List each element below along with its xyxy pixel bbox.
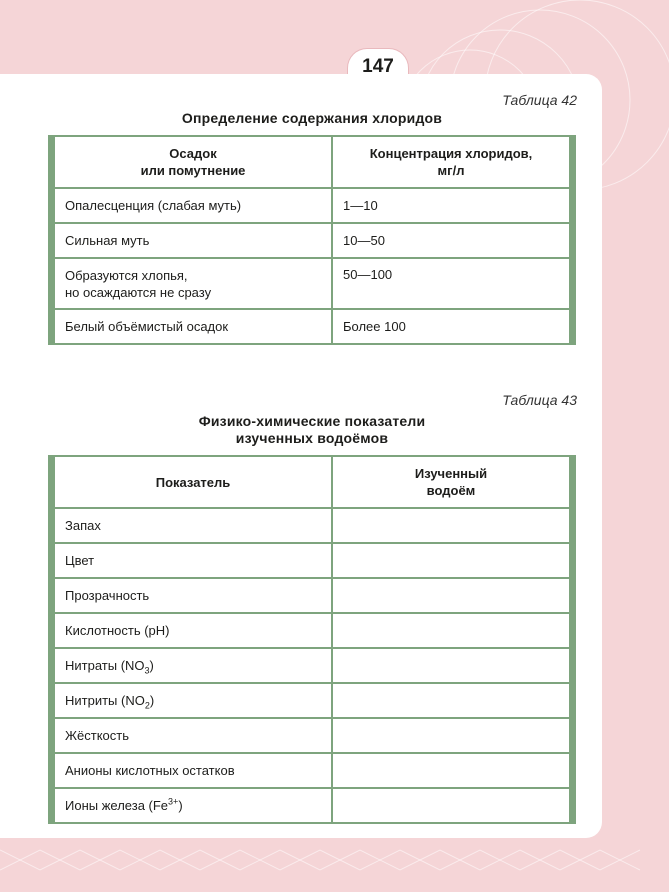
table43-row-value-cell[interactable]: [332, 788, 573, 823]
page-number: 147: [362, 56, 394, 77]
table43-row-value-cell[interactable]: [332, 648, 573, 683]
table42-header-col1: [52, 136, 333, 188]
table43-row-label: [52, 788, 333, 823]
table43-row-value-cell[interactable]: [332, 613, 573, 648]
table42-caption: Таблица 42: [502, 92, 577, 108]
table43-row-label: Кислотность (pH): [52, 613, 333, 648]
label-superscript: 3+: [168, 796, 179, 807]
table42-header-col1-line1: Осадок: [169, 146, 217, 161]
table43-row-value-cell[interactable]: [332, 718, 573, 753]
label-suffix: ): [149, 658, 154, 673]
table42-row1-col1: Опалесценция (слабая муть): [52, 188, 333, 223]
table42-header-col2: [332, 136, 573, 188]
table43-title-line2: изученных водоёмов: [235, 430, 389, 446]
table42-row3-col1-line2: но осаждаются не сразу: [65, 284, 212, 300]
table-row: [52, 309, 573, 344]
table43-row-value-cell[interactable]: [332, 508, 573, 543]
table-row: [52, 648, 573, 683]
table42-row4-col1: Белый объёмистый осадок: [52, 309, 333, 344]
table42-header-row: [52, 136, 573, 188]
table42-header-col2-line2: мг/л: [437, 163, 465, 178]
table-row: [52, 543, 573, 578]
table-row: [52, 718, 573, 753]
table43-row-value-cell[interactable]: [332, 753, 573, 788]
table43-row-label: [52, 648, 333, 683]
table43-title: [48, 413, 576, 447]
table43-caption: Таблица 43: [502, 392, 577, 408]
table42-row3-col1-line1: Образуются хлопья,: [65, 267, 188, 283]
table-row: [52, 223, 573, 258]
table42-row3-col2: 50—100: [332, 258, 573, 309]
table-row: [52, 258, 573, 309]
label-suffix: ): [149, 693, 155, 708]
table43-row-label: Запах: [52, 508, 333, 543]
table-row: [52, 753, 573, 788]
table-row: [52, 578, 573, 613]
table42-row2-col1: Сильная муть: [52, 223, 333, 258]
table43-header-row: [52, 456, 573, 508]
label-suffix: ): [178, 798, 183, 813]
table43-row-value-cell[interactable]: [332, 578, 573, 613]
table-row: [52, 508, 573, 543]
table43-row-value-cell[interactable]: [332, 683, 573, 718]
label-subscript: 2: [144, 700, 150, 711]
table-row: [52, 613, 573, 648]
label-text: Ионы железа (Fe: [65, 798, 169, 813]
label-subscript: 3: [144, 665, 150, 676]
table42-row2-col2: 10—50: [332, 223, 573, 258]
table43-row-label: [52, 683, 333, 718]
table42-header-col2-line1: Концентрация хлоридов,: [369, 146, 533, 161]
table-row: [52, 788, 573, 823]
table43-header-col2-line1: Изученный: [414, 466, 488, 481]
table43-row-label: Анионы кислотных остатков: [52, 753, 333, 788]
table-row: [52, 188, 573, 223]
table43-row-label: Цвет: [52, 543, 333, 578]
table43-title-line1: Физико-химические показатели: [198, 413, 426, 429]
table43-row-value-cell[interactable]: [332, 543, 573, 578]
table43-header-col2: [332, 456, 573, 508]
table42-row3-col1: [52, 258, 333, 309]
table43-header-col1: Показатель: [52, 456, 333, 508]
table43-header-col2-line2: водоём: [426, 483, 476, 498]
table42-title: Определение содержания хлоридов: [181, 110, 443, 126]
table43: [48, 455, 576, 824]
table42-row1-col2: 1—10: [332, 188, 573, 223]
table-row: [52, 683, 573, 718]
table42: [48, 135, 576, 345]
table42-row4-col2: Более 100: [332, 309, 573, 344]
table43-row-label: Жёсткость: [52, 718, 333, 753]
table42-header-col1-line2: или помутнение: [140, 163, 246, 178]
label-text: Нитраты (NO: [65, 658, 145, 673]
label-text: Нитриты (NO: [65, 693, 145, 708]
table43-row-label: Прозрачность: [52, 578, 333, 613]
